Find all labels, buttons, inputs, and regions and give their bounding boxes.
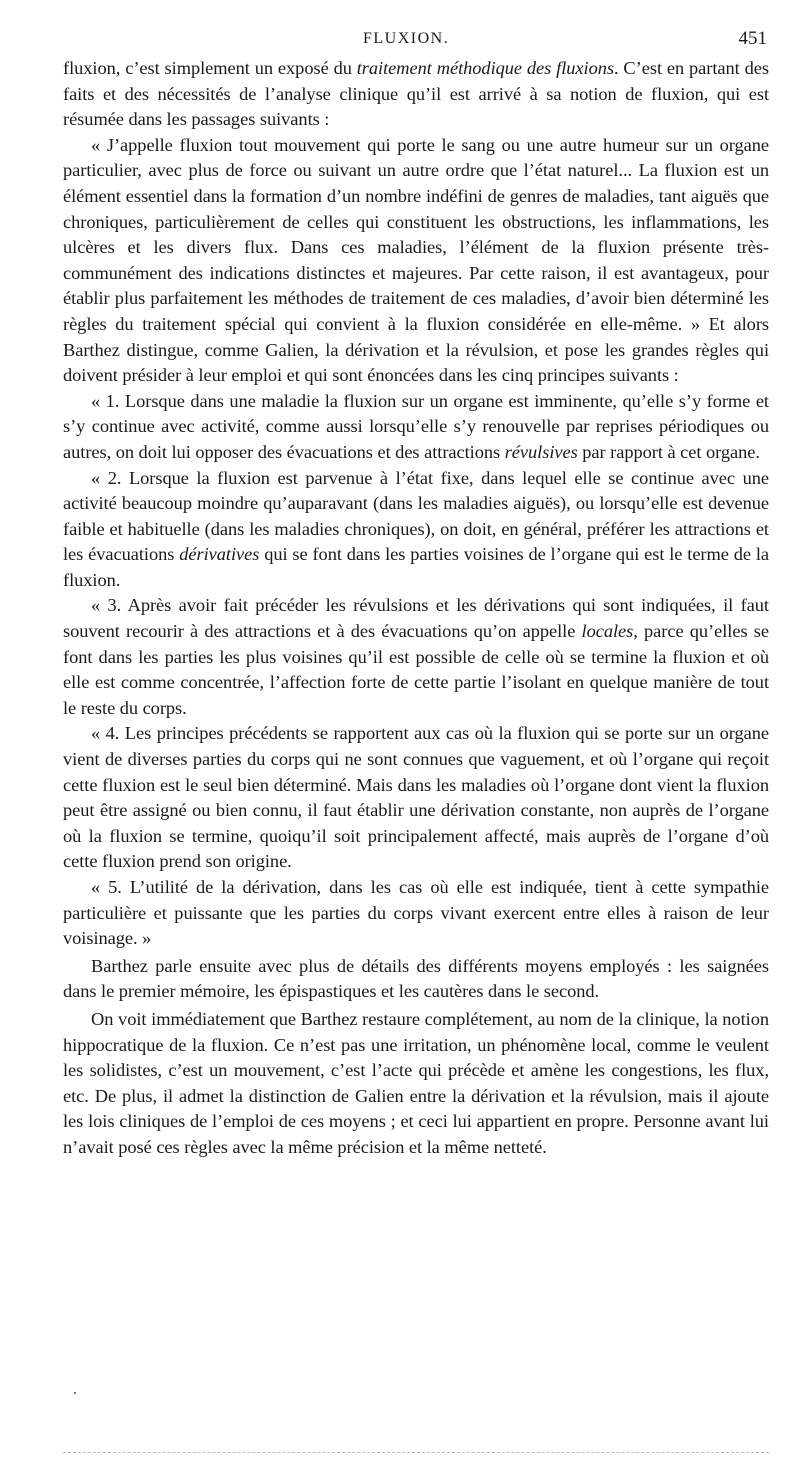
text-segment: « 2. Lorsque la fluxion est parvenue à l’état fixe, dans lequel elle se continue avec une activité beaucoup moindre qu’auparavant (dans les maladies aiguës), ou lorsqu’elle est devenue faible et habituelle (dans les maladies chroniques), on doit, en général, préférer les attractions et les évacuations bbox=[63, 467, 769, 565]
text-segment: , parce qu’elles se font dans les parties les plus voisines qu’il est possible de celle où se termine la fluxion et où elle est comme concentrée, l’affection forte de cette partie l’isolant en quelque manière de tout le reste du corps. bbox=[63, 621, 769, 718]
principle-1 bbox=[63, 389, 769, 466]
text-segment: « 3. Après avoir fait précéder les révulsions et les dérivations qui sont indiquées, il faut souvent recourir à des attractions et à des évacuations qu’on appelle bbox=[63, 595, 769, 642]
running-header bbox=[63, 26, 769, 56]
italic-term: traitement méthodique des fluxions bbox=[356, 58, 614, 78]
italic-term: dérivatives bbox=[179, 544, 260, 565]
book-page bbox=[63, 26, 769, 1161]
text-segment: « J’appelle fluxion tout mouvement qui porte le sang ou une autre humeur sur un organe particulier, avec plus de force ou suivant un autre ordre que l’état naturel... La fluxion est un élément essentiel dans la formation d’un nombre indéfini de genres de maladies, tant aiguës que chroniques, particulièrement de celles qui constituent les obstructions, les inflammations, les ulcères et les divers flux. Dans ces maladies, l’élément de la fluxion présente très-communément des indications distinctes et majeures. Par cette raison, il est avantageux, pour établir plus parfaitement les méthodes de traitement de ces maladies, d’avoir bien déterminé les règles du traitement spécial qui convient à la fluxion considérée en elle-même. » Et alors Barthez distingue, comme Galien, la dérivation et la révulsion, et pose les grandes règles qui doivent présider à leur emploi et qui sont énoncées dans les cinq principes suivants : bbox=[63, 134, 769, 386]
text-segment: par rapport à cet organe. bbox=[577, 441, 760, 462]
text-segment: . C’est en partant des faits et des nécessités de l’analyse clinique qu’il est arrivé à sa notion de fluxion, qui est résumée dans les passages suivants : bbox=[63, 58, 769, 130]
text-segment: Barthez parle ensuite avec plus de détails des différents moyens employés : les saignées dans le premier mémoire, les épispastiques et les cautères dans le second. bbox=[63, 955, 769, 1002]
text-segment: « 5. L’utilité de la dérivation, dans les cas où elle est indiquée, tient à cette sympathie particulière et puissante que les parties du corps vivant exercent entre elles à raison de leur voisinage. » bbox=[63, 877, 769, 949]
print-speck bbox=[74, 1392, 76, 1394]
text-segment: « 1. Lorsque dans une maladie la fluxion sur un organe est imminente, qu’elle s’y forme et s’y continue avec activité, comme aussi lorsqu’elle s’y renouvelle par reprises périodiques ou autres, on doit lui opposer des évacuations et des attractions bbox=[63, 390, 769, 462]
running-title: FLUXION. bbox=[363, 30, 450, 47]
principle-5 bbox=[63, 875, 769, 952]
paragraph-continuation bbox=[63, 56, 769, 133]
text-segment: qui se font dans les parties voisines de l’organe qui est le terme de la fluxion. bbox=[63, 544, 769, 590]
body-text bbox=[63, 56, 769, 1161]
text-segment: fluxion, c’est simplement un exposé du bbox=[63, 58, 357, 78]
page-number: 451 bbox=[738, 28, 767, 49]
text-segment: On voit immédiatement que Barthez restaure complétement, au nom de la clinique, la notion hippocratique de la fluxion. Ce n’est pas une irritation, un phénomène local, comme le veulent les solidistes, c’est un mouvement, c’est l’acte qui précède et amène les congestions, les flux, etc. De plus, il admet la distinction de Galien entre la dérivation et la révulsion, mais il ajoute les lois cliniques de l’emploi de ces moyens ; et ceci lui appartient en propre. Personne avant lui n’avait posé ces règles avec la même précision et la même netteté. bbox=[63, 1008, 769, 1157]
principle-2 bbox=[63, 466, 769, 594]
italic-term: locales bbox=[581, 621, 634, 642]
text-segment: « 4. Les principes précédents se rapportent aux cas où la fluxion qui se porte sur un organe vient de diverses parties du corps qui ne sont connues que vaguement, et où l’organe qui reçoit cette fluxion est le seul bien déterminé. Mais dans les maladies où l’organe dont vient la fluxion peut être assigné ou bien connu, il faut établir une dérivation constante, non auprès de l’organe où la fluxion se termine, quoiqu’il soit principalement affecté, mais auprès de l’organe d’où cette fluxion prend son origine. bbox=[63, 723, 769, 872]
paragraph-conclusion bbox=[63, 1007, 769, 1161]
bottom-bleed-rule bbox=[63, 1452, 769, 1453]
principle-3 bbox=[63, 593, 769, 721]
italic-term: révulsives bbox=[504, 441, 578, 462]
principle-4 bbox=[63, 721, 769, 875]
paragraph-barthez-details bbox=[63, 954, 769, 1005]
quote-paragraph bbox=[63, 133, 769, 389]
